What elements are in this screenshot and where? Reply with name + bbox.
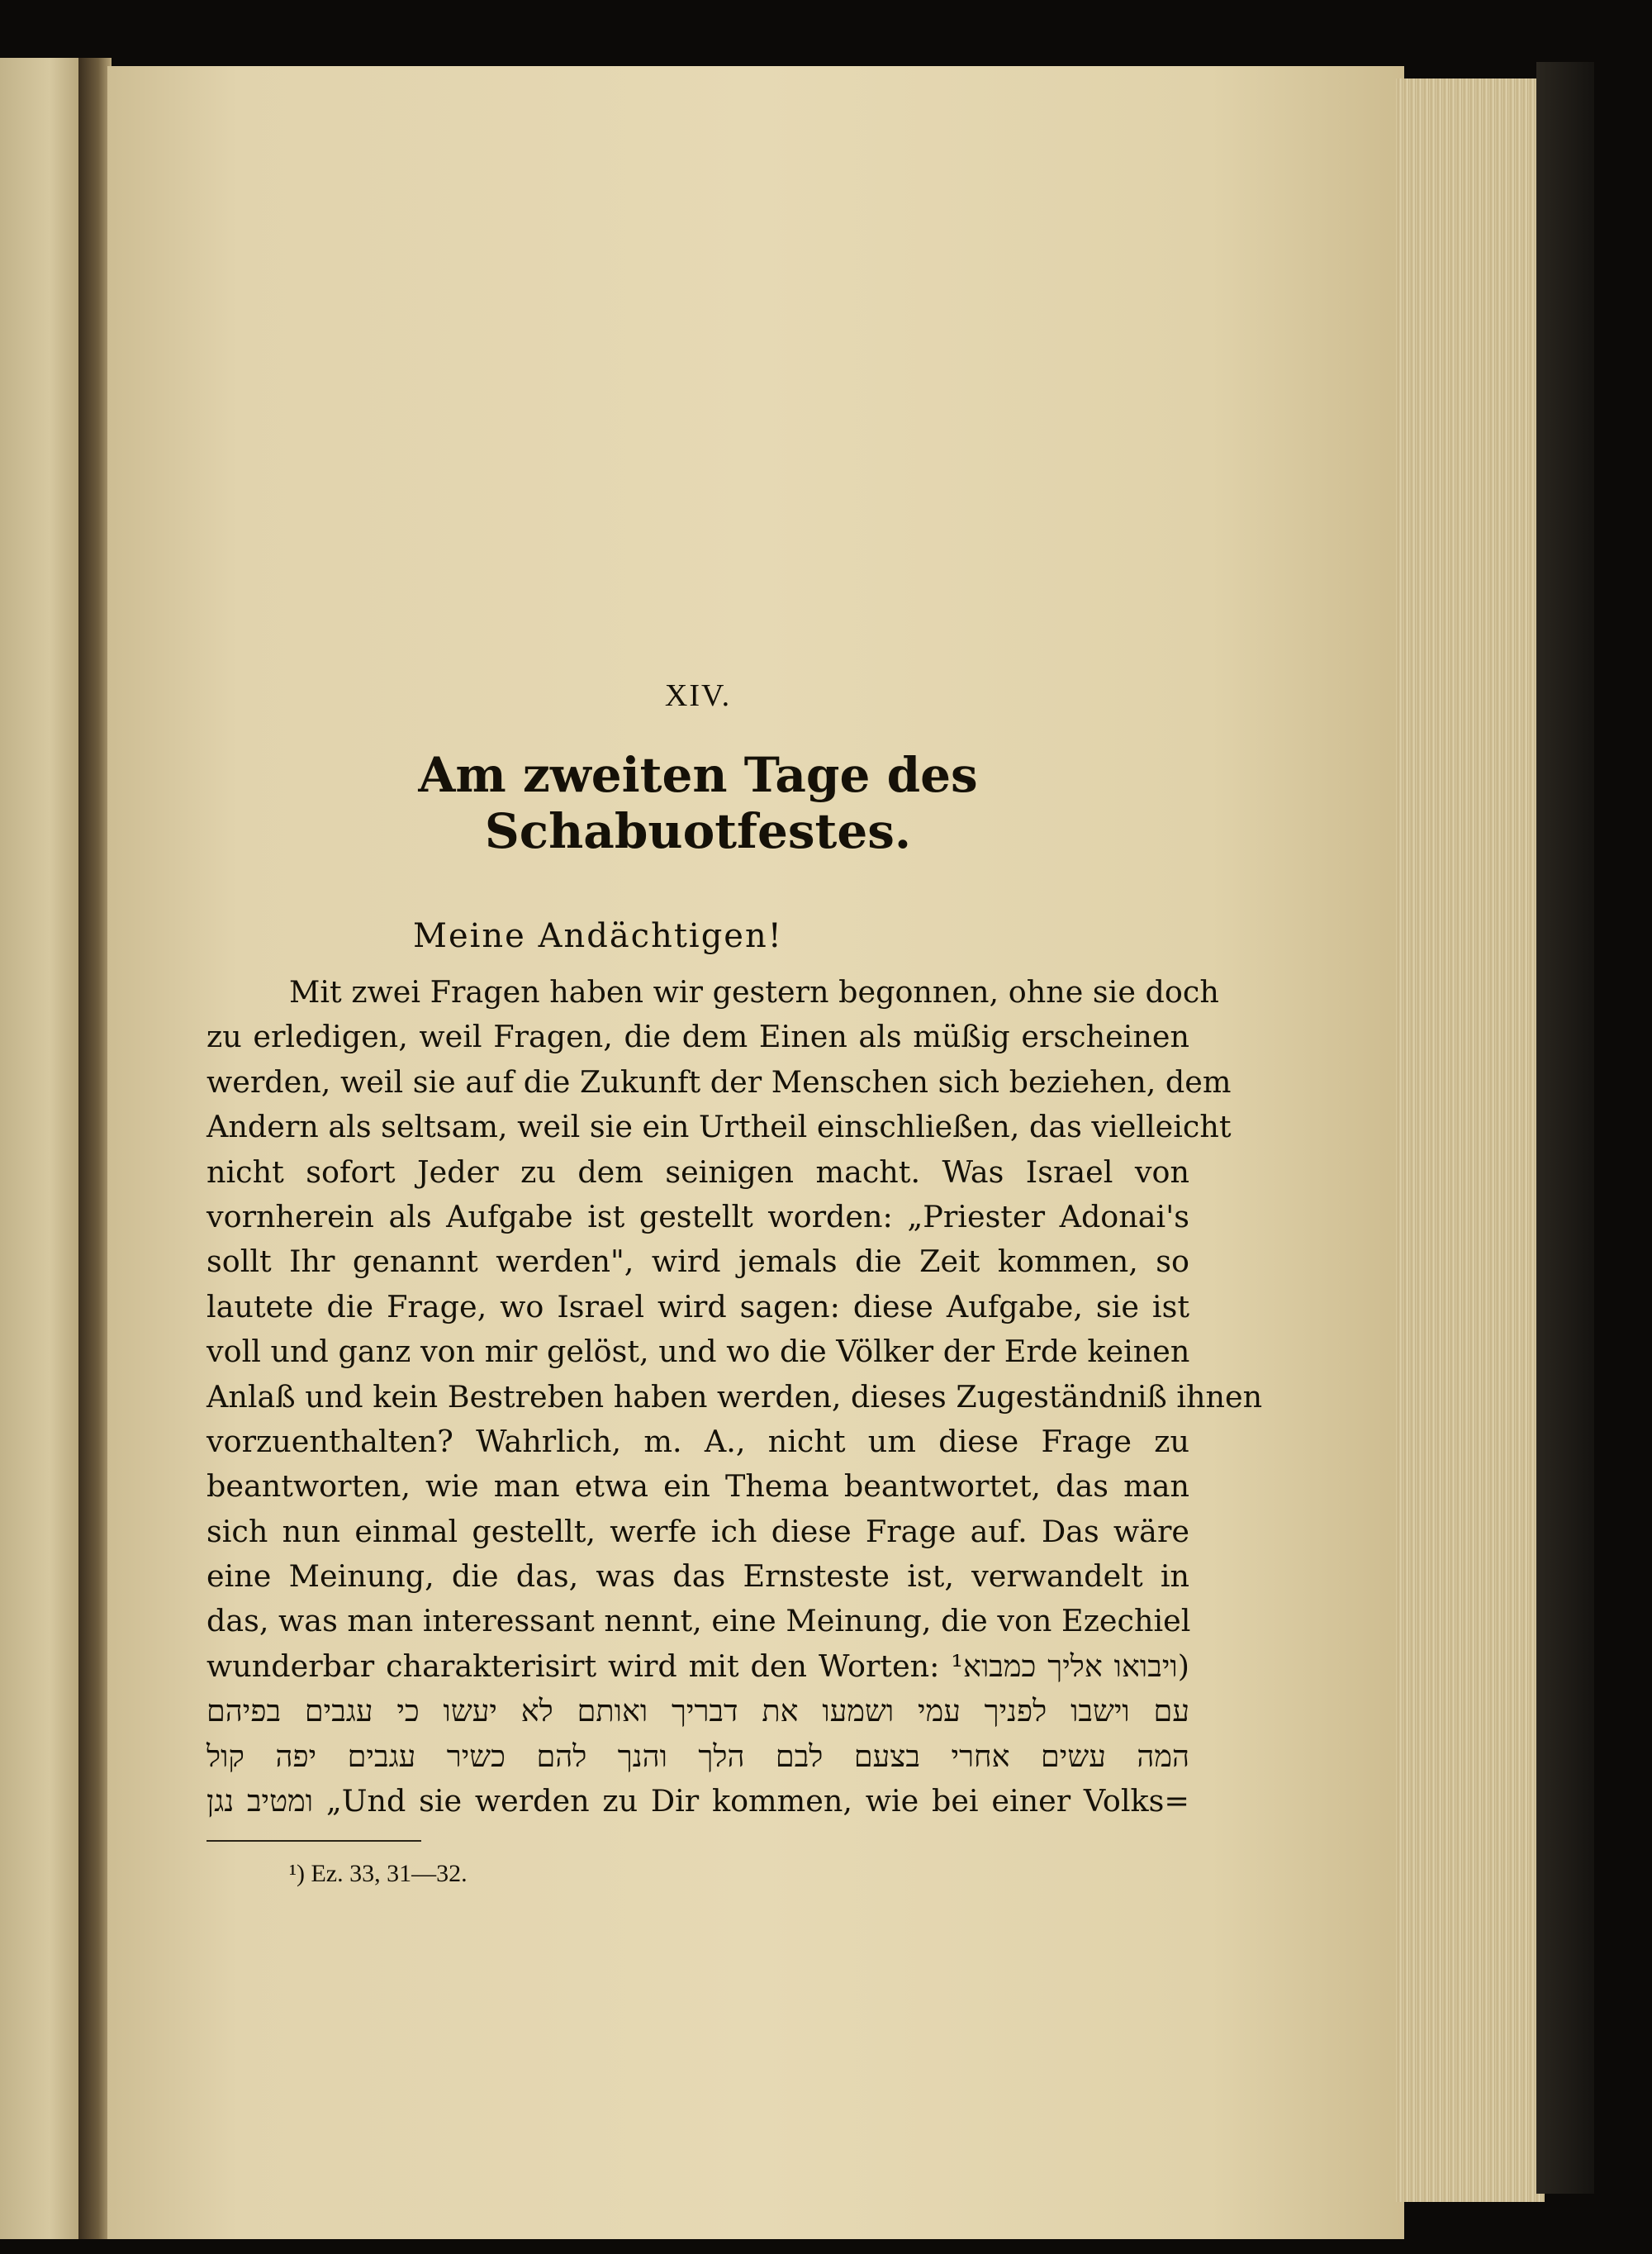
footnote: ¹) Ez. 33, 31—32. [289,1860,468,1888]
body-line: beantworten, wie man etwa ein Thema beantwortet, das man [206,1468,1189,1505]
page-text [206,678,1263,1888]
body-line-hebrew: עם וישבו לפניך עמי ושמעו את דבריך ואותם לא יעשו כי עגבים בפיהם [206,1693,1189,1729]
body-line: sollt Ihr genannt werden", wird jemals die Zeit kommen, so [206,1244,1189,1280]
body-line: wunderbar charakterisirt wird mit den Worten: ויבואו אליך כמבוא¹) [206,1648,1190,1684]
body-line: zu erledigen, weil Fragen, die dem Einen als müßig erscheinen [206,1019,1189,1055]
salutation: Meine Andächtigen! [413,917,783,955]
body-line: voll und ganz von mir gelöst, und wo die Völker der Erde keinen [206,1334,1190,1370]
body-line: vorzuenthalten? Wahrlich, m. A., nicht um diese Frage zu [206,1423,1189,1459]
chapter-title: Am zweiten Tage des Schabuotfestes. [418,747,978,859]
body-line: werden, weil sie auf die Zukunft der Menschen sich beziehen, dem [206,1063,1232,1100]
body-line: Andern als seltsam, weil sie ein Urtheil einschließen, das vielleicht [206,1109,1232,1145]
body-line: sich nun einmal gestellt, werfe ich diese Frage auf. Das wäre [206,1513,1189,1549]
book-gutter [78,58,112,2239]
left-page-edge [0,58,83,2239]
body-line: Anlaß und kein Bestreben haben werden, dieses Zugeständniß ihnen [206,1378,1263,1415]
body-line: vornherein als Aufgabe ist gestellt worden: „Priester Adonai's [206,1198,1189,1234]
body-line: das, was man interessant nennt, eine Meinung, die von Ezechiel [206,1603,1191,1639]
body-line: lautete die Frage, wo Israel wird sagen: diese Aufgabe, sie ist [206,1288,1189,1324]
book-cover [1536,62,1594,2194]
body-line: ומטיב נגן „Und sie werden zu Dir kommen, wie bei einer Volks= [206,1783,1189,1819]
body-line: eine Meinung, die das, was das Ernsteste ist, verwandelt in [206,1558,1189,1595]
footnote-rule [206,1840,421,1842]
body-line-hebrew: המה עשים אחרי בצעם לבם הלך והנך להם כשיר עגבים יפה קול [206,1738,1189,1774]
chapter-number: XIV. [664,678,732,713]
body-line: Mit zwei Fragen haben wir gestern begonnen, ohne sie doch [289,974,1219,1010]
body-line: nicht sofort Jeder zu dem seinigen macht. Was Israel von [206,1153,1189,1190]
page-edges [1396,78,1545,2202]
